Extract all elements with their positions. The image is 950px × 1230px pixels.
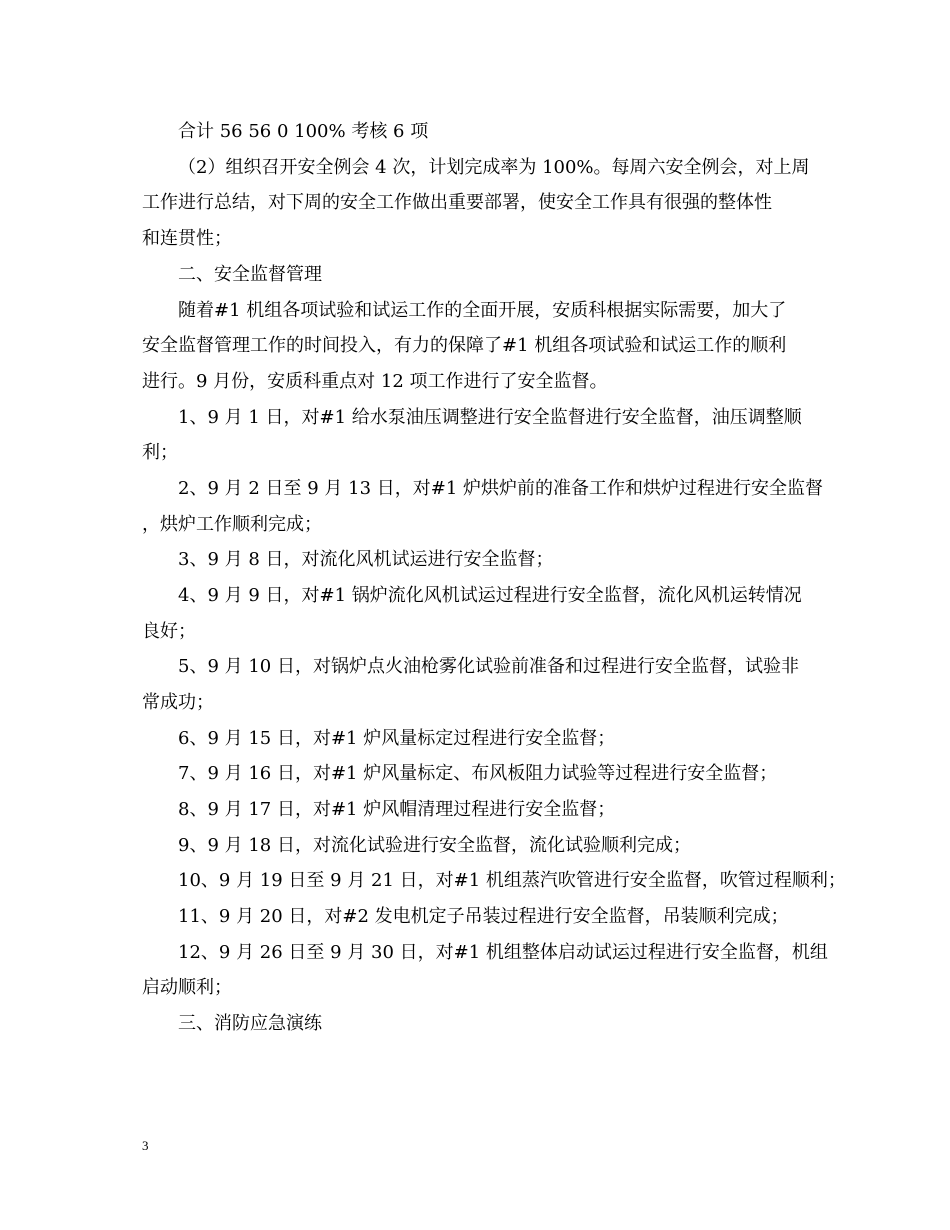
paragraph-line: 随着#1 机组各项试验和试运工作的全面开展，安质科根据实际需要，加大了	[178, 300, 787, 321]
list-item-line: 8、9 月 17 日，对#1 炉风帽清理过程进行安全监督；	[178, 799, 616, 820]
paragraph-line: （2）组织召开安全例会 4 次，计划完成率为 100%。每周六安全例会，对上周	[178, 157, 810, 178]
list-item-line: 12、9 月 26 日至 9 月 30 日，对#1 机组整体启动试运过程进行安全监督，机组	[178, 942, 828, 963]
list-item-line: 2、9 月 2 日至 9 月 13 日，对#1 炉烘炉前的准备工作和烘炉过程进行安全监督	[178, 478, 824, 499]
paragraph-line: 和连贯性；	[142, 228, 232, 249]
summary-total-line: 合计 56 56 0 100% 考核 6 项	[178, 121, 429, 142]
list-item-line: 4、9 月 9 日，对#1 锅炉流化风机试运过程进行安全监督，流化风机运转情况	[178, 585, 802, 606]
page-number: 3	[142, 1138, 149, 1153]
list-item-line: 5、9 月 10 日，对锅炉点火油枪雾化试验前准备和过程进行安全监督，试验非	[178, 656, 799, 677]
list-item-line: 7、9 月 16 日，对#1 炉风量标定、布风板阻力试验等过程进行安全监督；	[178, 763, 778, 784]
section-heading: 二、安全监督管理	[178, 264, 322, 285]
list-item-line: 10、9 月 19 日至 9 月 21 日，对#1 机组蒸汽吹管进行安全监督，吹管过程顺利；	[178, 870, 846, 891]
list-item-line: 11、9 月 20 日，对#2 发电机定子吊装过程进行安全监督，吊装顺利完成；	[178, 906, 789, 927]
list-item-line: 利；	[142, 442, 178, 463]
paragraph-line: 安全监督管理工作的时间投入，有力的保障了#1 机组各项试验和试运工作的顺利	[142, 335, 787, 356]
list-item-line: 启动顺利；	[142, 977, 232, 998]
list-item-line: 3、9 月 8 日，对流化风机试运进行安全监督；	[178, 549, 554, 570]
paragraph-line: 进行。9 月份，安质科重点对 12 项工作进行了安全监督。	[142, 371, 608, 392]
list-item-line: 6、9 月 15 日，对#1 炉风量标定过程进行安全监督；	[178, 728, 616, 749]
section-heading: 三、消防应急演练	[178, 1013, 322, 1034]
list-item-line: 1、9 月 1 日，对#1 给水泵油压调整进行安全监督进行安全监督，油压调整顺	[178, 407, 802, 428]
list-item-line: 良好；	[142, 621, 196, 642]
list-item-line: ，烘炉工作顺利完成；	[142, 514, 322, 535]
list-item-line: 常成功；	[142, 692, 214, 713]
paragraph-line: 工作进行总结，对下周的安全工作做出重要部署，使安全工作具有很强的整体性	[142, 192, 772, 213]
list-item-line: 9、9 月 18 日，对流化试验进行安全监督，流化试验顺利完成；	[178, 835, 691, 856]
